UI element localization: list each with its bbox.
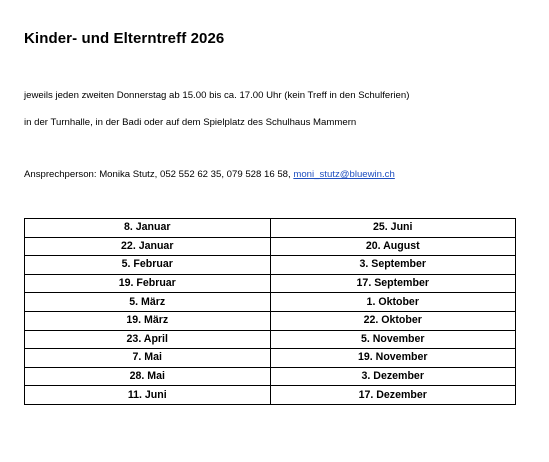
date-cell: 5. März: [25, 293, 271, 312]
table-row: [25, 274, 516, 293]
date-cell: 8. Januar: [25, 219, 271, 238]
location-text: in der Turnhalle, in der Badi oder auf dem Spielplatz des Schulhaus Mammern: [24, 117, 357, 128]
table-row: [25, 367, 516, 386]
date-cell: 22. Oktober: [270, 311, 516, 330]
date-cell: 17. Dezember: [270, 386, 516, 405]
date-cell: 3. Dezember: [270, 367, 516, 386]
date-cell: 17. September: [270, 274, 516, 293]
table-row: [25, 219, 516, 238]
date-cell: 23. April: [25, 330, 271, 349]
date-cell: 5. November: [270, 330, 516, 349]
table-row: [25, 293, 516, 312]
date-cell: 11. Juni: [25, 386, 271, 405]
dates-table: [24, 218, 516, 405]
date-cell: 5. Februar: [25, 256, 271, 275]
table-row: [25, 349, 516, 368]
document-title: Kinder- und Elterntreff 2026: [24, 30, 225, 47]
contact-email-link[interactable]: moni_stutz@bluewin.ch: [293, 169, 395, 180]
date-cell: 19. November: [270, 349, 516, 368]
table-row: [25, 330, 516, 349]
contact-line: [24, 169, 395, 180]
date-cell: 25. Juni: [270, 219, 516, 238]
table-row: [25, 237, 516, 256]
table-row: [25, 256, 516, 275]
schedule-text: jeweils jeden zweiten Donnerstag ab 15.00 bis ca. 17.00 Uhr (kein Treff in den Schulferien): [24, 90, 410, 101]
date-cell: 20. August: [270, 237, 516, 256]
date-cell: 3. September: [270, 256, 516, 275]
table-row: [25, 386, 516, 405]
date-cell: 19. März: [25, 311, 271, 330]
table-row: [25, 311, 516, 330]
date-cell: 1. Oktober: [270, 293, 516, 312]
date-cell: 28. Mai: [25, 367, 271, 386]
contact-text: Ansprechperson: Monika Stutz, 052 552 62 35, 079 528 16 58,: [24, 169, 294, 180]
date-cell: 7. Mai: [25, 349, 271, 368]
date-cell: 19. Februar: [25, 274, 271, 293]
date-cell: 22. Januar: [25, 237, 271, 256]
